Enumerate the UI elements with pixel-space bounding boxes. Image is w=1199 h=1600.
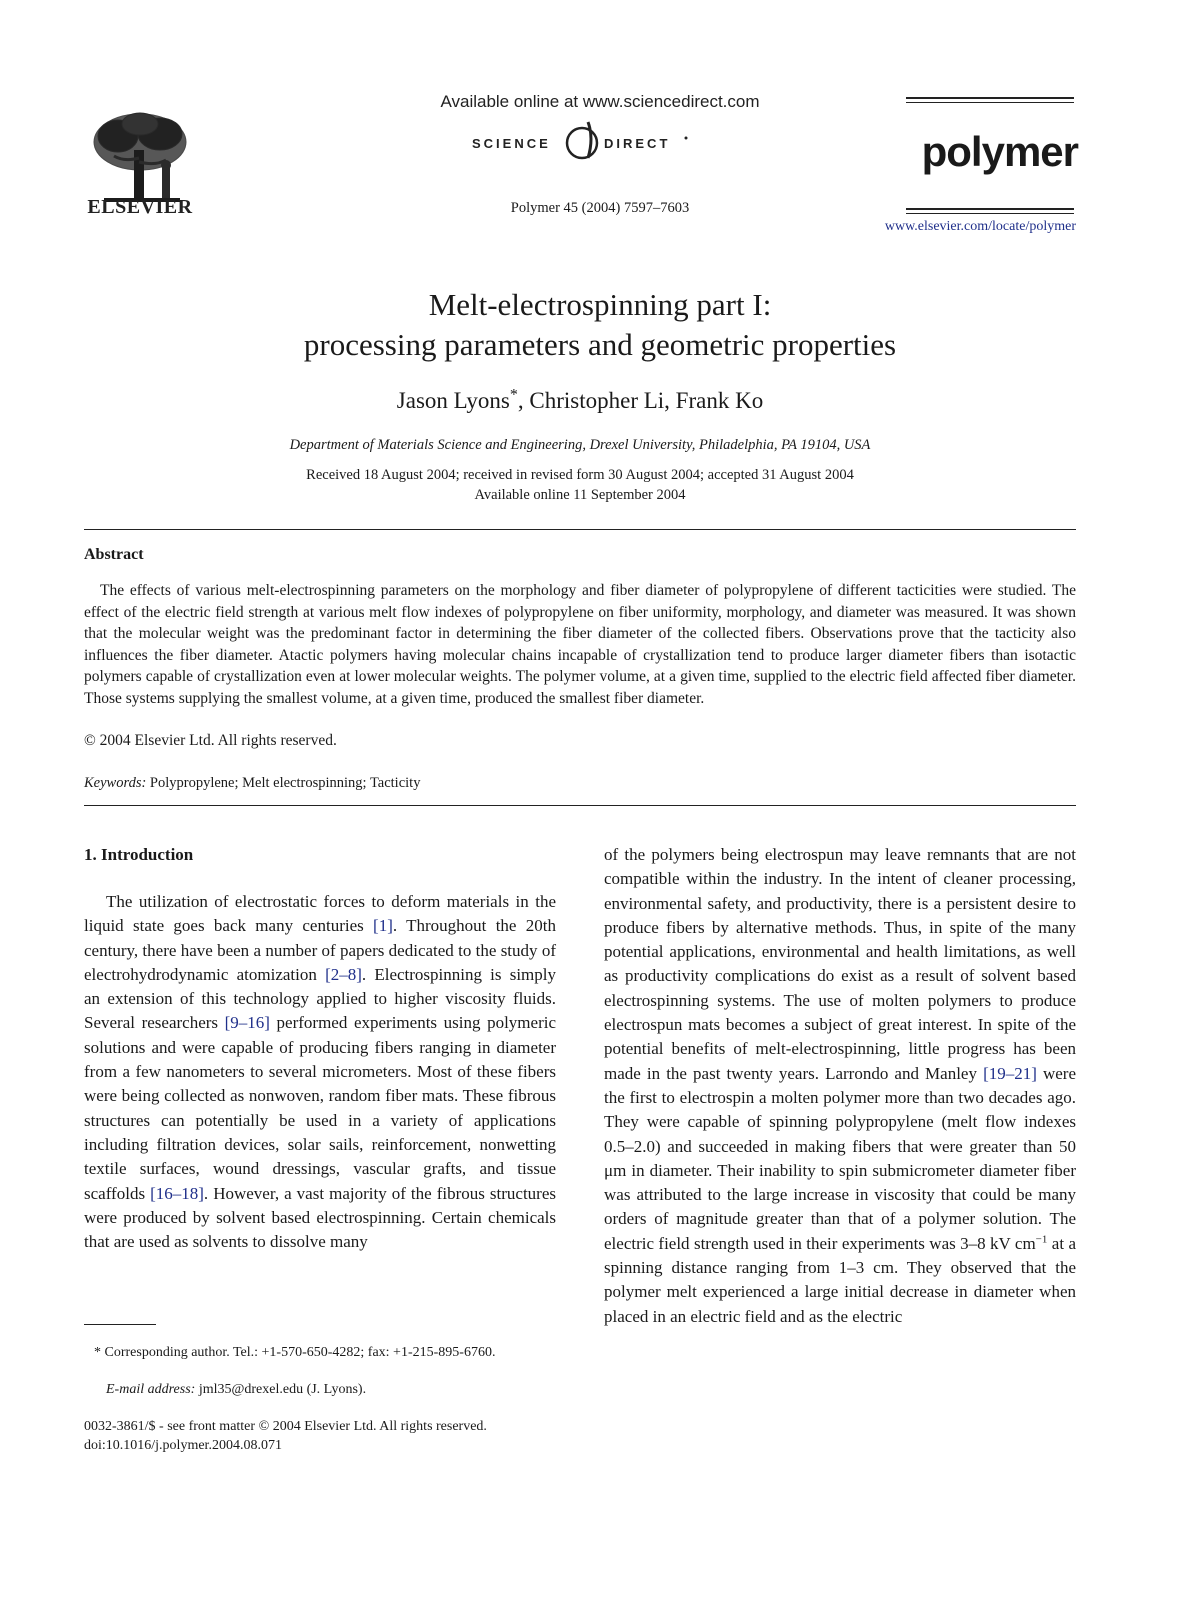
abstract-text: The effects of various melt-electrospinning parameters on the morphology and fiber diameter of polypropylene of different tacticities were studied. The effect of the electric field strength at various melt flow indexes of polypropylene on fiber uniformity, morphology, and diameter was measured. It was shown that the molecular weight was the predominant factor in determining the fiber diameter of the collected fibers. Observations prove that the tacticity also influences the fiber diameter. Atactic polymers having molecular chains incapable of crystallization tend to produce larger diameter fibers than isotactic polymers capable of crystallization even at lower molecular weights. The polymer volume, at a given time, supplied to the electric field affected fiber diameter. Those systems supplying the smallest volume, at a given time, produced the smallest fiber diameter.: [84, 582, 1076, 707]
publisher-name: ELSEVIER: [87, 196, 193, 218]
body-text: . Throughout the 20th century, there have been a number of papers dedicated to the study of electrohydrodynamic atomization: [84, 916, 557, 984]
citation-link[interactable]: [16–18]: [150, 1183, 204, 1203]
sciencedirect-logo: [470, 118, 730, 166]
keywords: [84, 775, 420, 792]
body-text: performed experiments using polymeric solutions and were capable of producing fibers ranging in diameter from a few nanometers to several micrometers. Most of these fibers were being collected as nonwoven, random fiber mats. These fibrous structures can potentially be used in a variety of applications including filtration devices, solar sails, reinforcement, nonwetting textile surfaces, wound dressings, vascular grafts, and tissue scaffolds: [84, 1013, 556, 1203]
article-title-line2: processing parameters and geometric properties: [303, 327, 897, 362]
sd-science-word: SCIENCE: [472, 136, 551, 151]
email-address[interactable]: jml35@drexel.edu (J. Lyons).: [195, 1382, 367, 1397]
available-online-date: Available online 11 September 2004: [474, 487, 686, 503]
section-heading-introduction: 1. Introduction: [84, 845, 194, 864]
body-text: . However, a vast majority of the fibrous structures were produced by solvent based electrospinning. Certain chemicals that are used as solvents to dissolve many: [84, 1183, 556, 1252]
citation-link[interactable]: [1]: [373, 916, 393, 936]
corresponding-author-footnote: * Corresponding author. Tel.: +1-570-650-4282; fax: +1-215-895-6760.: [94, 1345, 496, 1360]
received-dates: Received 18 August 2004; received in revised form 30 August 2004; accepted 31 August 2004: [306, 467, 854, 483]
journal-rule: [906, 213, 1074, 214]
body-column-right: [604, 843, 1076, 1329]
journal-name: polymer: [921, 128, 1078, 175]
author-first: Jason Lyons: [396, 388, 510, 413]
journal-url-link[interactable]: www.elsevier.com/locate/polymer: [884, 219, 1076, 234]
body-column-left: [84, 890, 556, 1254]
author-list: [100, 388, 1060, 414]
sd-direct-word: DIRECT: [604, 136, 671, 151]
doi-line[interactable]: doi:10.1016/j.polymer.2004.08.071: [84, 1438, 282, 1453]
keywords-list: Polypropylene; Melt electrospinning; Tacticity: [149, 775, 421, 791]
keywords-label: Keywords:: [84, 775, 147, 791]
citation-link[interactable]: [9–16]: [224, 1013, 270, 1033]
footnote-rule: [84, 1324, 156, 1325]
body-text: . Electrospinning is simply an extension of this technology applied to higher viscosity fluids. Several researchers: [84, 964, 556, 1033]
corresponding-author-marker[interactable]: *: [509, 386, 518, 404]
abstract-top-rule: [84, 529, 1076, 530]
abstract-copyright: © 2004 Elsevier Ltd. All rights reserved.: [84, 732, 337, 749]
superscript: −1: [1035, 1233, 1048, 1246]
article-title-line1: Melt-electrospinning part I:: [428, 287, 772, 322]
journal-rule: [906, 102, 1074, 103]
affiliation: Department of Materials Science and Engineering, Drexel University, Philadelphia, PA 19104, USA: [289, 437, 871, 453]
journal-reference: Polymer 45 (2004) 7597–7603: [510, 200, 690, 216]
available-online-banner[interactable]: Available online at www.sciencedirect.com: [440, 92, 760, 111]
email-label: E-mail address:: [106, 1382, 196, 1397]
issn-line: 0032-3861/$ - see front matter © 2004 Elsevier Ltd. All rights reserved.: [84, 1419, 487, 1434]
abstract-bottom-rule: [84, 805, 1076, 806]
citation-link[interactable]: [2–8]: [325, 964, 362, 984]
sciencedirect-icon: [470, 118, 730, 166]
body-text: The utilization of electrostatic forces to deform materials in the liquid state goes back many centuries: [84, 892, 556, 936]
abstract-heading: Abstract: [84, 546, 144, 563]
journal-rule: [906, 208, 1074, 210]
citation-link[interactable]: [19–21]: [983, 1063, 1037, 1083]
body-text: of the polymers being electrospun may leave remnants that are not compatible within the industry. In the intent of cleaner processing, environmental safety, and productivity, there is a persistent desire to produce fibers by alternative methods. Thus, in spite of the many potential applications, environmental and health limitations, as well as productivity complications do exist as a result of solvent based electrospinning systems. The use of molten polymers to produce electrospun mats becomes a subject of great interest. In spite of the potential benefits of melt-electrospinning, little progress has been made in the past twenty years. Larrondo and Manley: [604, 845, 1076, 1083]
author-rest: , Christopher Li, Frank Ko: [517, 388, 764, 413]
body-text: at a spinning distance ranging from 1–3 cm. They observed that the polymer melt experienced a large initial decrease in diameter when placed in an electric field and as the electric: [604, 1233, 1076, 1326]
journal-rule: [906, 97, 1074, 99]
body-text: were the first to electrospin a molten polymer more than two decades ago. They were capable of spinning polypropylene (melt flow indexes 0.5–2.0) and succeeded in making fibers that were greater than 50 μm in diameter. Their inability to spin submicrometer diameter fiber was attributed to the large increase in viscosity that could be many orders of magnitude greater than that of a polymer solution. The electric field strength used in their experiments was 3–8 kV cm: [604, 1063, 1077, 1253]
email-footnote: [106, 1382, 366, 1398]
